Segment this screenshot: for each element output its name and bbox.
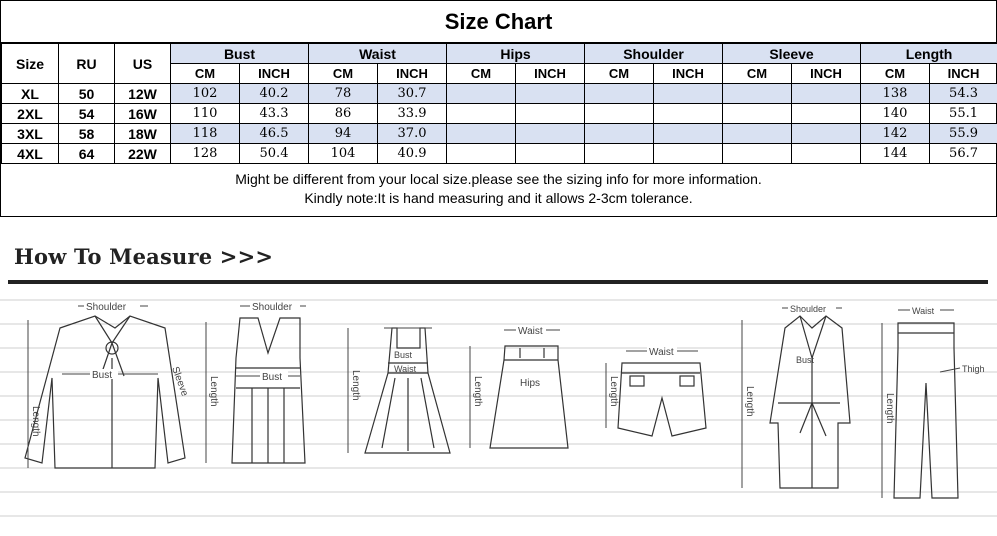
header-sleeve: Sleeve bbox=[723, 44, 861, 64]
waist-cm-cell: 78 bbox=[309, 84, 378, 104]
shoulder-cm-cell bbox=[585, 144, 654, 164]
bust-inch-cell: 50.4 bbox=[240, 144, 309, 164]
shoulder-inch-cell bbox=[654, 84, 723, 104]
length-cm-cell: 140 bbox=[861, 104, 930, 124]
blouse-length-label: Length bbox=[30, 406, 41, 437]
sleeve-inch-cell bbox=[792, 84, 861, 104]
length-inch-cell: 55.9 bbox=[930, 124, 997, 144]
shoulder-cm-cell bbox=[585, 84, 654, 104]
divider-line bbox=[8, 280, 988, 284]
hips-cm-cell bbox=[447, 84, 516, 104]
sleeve-cm-cell bbox=[723, 144, 792, 164]
blouse-bust-label: Bust bbox=[92, 370, 113, 381]
shorts-illustration bbox=[618, 363, 706, 436]
subheader-inch: INCH bbox=[516, 64, 585, 84]
shoulder-inch-cell bbox=[654, 104, 723, 124]
bust-inch-cell: 43.3 bbox=[240, 104, 309, 124]
length-cm-cell: 142 bbox=[861, 124, 930, 144]
blouse-illustration bbox=[25, 316, 185, 468]
size-chart-title: Size Chart bbox=[1, 1, 996, 43]
subheader-cm: CM bbox=[447, 64, 516, 84]
header-waist: Waist bbox=[309, 44, 447, 64]
ru-cell: 50 bbox=[59, 84, 115, 104]
subheader-inch: INCH bbox=[378, 64, 447, 84]
ru-cell: 64 bbox=[59, 144, 115, 164]
size-table-body bbox=[2, 84, 997, 164]
tank-length-label: Length bbox=[208, 376, 219, 407]
sleeve-inch-cell bbox=[792, 144, 861, 164]
shoulder-cm-cell bbox=[585, 124, 654, 144]
subheader-cm: CM bbox=[585, 64, 654, 84]
dress-illustration bbox=[365, 328, 450, 453]
sleeve-cm-cell bbox=[723, 124, 792, 144]
size-notes bbox=[1, 164, 996, 216]
hips-inch-cell bbox=[516, 124, 585, 144]
sleeve-cm-cell bbox=[723, 104, 792, 124]
bust-cm-cell: 110 bbox=[171, 104, 240, 124]
subheader-inch: INCH bbox=[930, 64, 997, 84]
header-size: Size bbox=[2, 44, 59, 84]
bust-cm-cell: 128 bbox=[171, 144, 240, 164]
size-table bbox=[1, 43, 997, 164]
table-row bbox=[2, 84, 997, 104]
note-line-1: Might be different from your local size.please see the sizing info for more information. bbox=[235, 171, 762, 187]
pants-length-label: Length bbox=[884, 393, 895, 424]
skirt-hips-label: Hips bbox=[520, 378, 541, 389]
waist-cm-cell: 94 bbox=[309, 124, 378, 144]
shorts-waist-label: Waist bbox=[649, 347, 674, 358]
subheader-cm: CM bbox=[861, 64, 930, 84]
subheader-inch: INCH bbox=[792, 64, 861, 84]
pants-thigh-label: Thigh bbox=[962, 364, 985, 374]
coat-shoulder-label: Shoulder bbox=[790, 304, 827, 314]
tank-shoulder-label: Shoulder bbox=[252, 302, 293, 313]
subheader-cm: CM bbox=[309, 64, 378, 84]
table-row bbox=[2, 144, 997, 164]
blouse-sleeve-label: Sleeve bbox=[169, 365, 190, 398]
shoulder-inch-cell bbox=[654, 144, 723, 164]
sleeve-inch-cell bbox=[792, 104, 861, 124]
size-cell: 2XL bbox=[2, 104, 59, 124]
pants-illustration bbox=[894, 323, 958, 498]
length-inch-cell: 54.3 bbox=[930, 84, 997, 104]
hips-cm-cell bbox=[447, 104, 516, 124]
coat-illustration bbox=[770, 316, 850, 488]
hips-inch-cell bbox=[516, 84, 585, 104]
size-cell: 3XL bbox=[2, 124, 59, 144]
bust-cm-cell: 118 bbox=[171, 124, 240, 144]
blouse-shoulder-label: Shoulder bbox=[86, 302, 127, 313]
hips-inch-cell bbox=[516, 144, 585, 164]
us-cell: 22W bbox=[115, 144, 171, 164]
subheader-cm: CM bbox=[723, 64, 792, 84]
skirt-length-label: Length bbox=[472, 376, 483, 407]
subheader-inch: INCH bbox=[654, 64, 723, 84]
size-chart-panel bbox=[0, 0, 997, 217]
hips-cm-cell bbox=[447, 144, 516, 164]
size-cell: XL bbox=[2, 84, 59, 104]
us-cell: 16W bbox=[115, 104, 171, 124]
how-to-measure-heading: How To Measure >>> bbox=[14, 244, 274, 269]
tank-top-illustration bbox=[232, 318, 305, 463]
length-cm-cell: 138 bbox=[861, 84, 930, 104]
bust-inch-cell: 40.2 bbox=[240, 84, 309, 104]
us-cell: 18W bbox=[115, 124, 171, 144]
coat-bust-label: Bust bbox=[796, 355, 815, 365]
grid-lines bbox=[0, 300, 997, 516]
us-cell: 12W bbox=[115, 84, 171, 104]
header-hips: Hips bbox=[447, 44, 585, 64]
length-inch-cell: 55.1 bbox=[930, 104, 997, 124]
waist-inch-cell: 40.9 bbox=[378, 144, 447, 164]
length-inch-cell: 56.7 bbox=[930, 144, 997, 164]
subheader-cm: CM bbox=[171, 64, 240, 84]
table-row bbox=[2, 104, 997, 124]
shorts-length-label: Length bbox=[608, 376, 619, 407]
header-shoulder: Shoulder bbox=[585, 44, 723, 64]
hips-inch-cell bbox=[516, 104, 585, 124]
note-line-2: Kindly note:It is hand measuring and it allows 2-3cm tolerance. bbox=[304, 190, 693, 206]
sleeve-cm-cell bbox=[723, 84, 792, 104]
coat-length-label: Length bbox=[744, 386, 755, 417]
shoulder-cm-cell bbox=[585, 104, 654, 124]
header-us: US bbox=[115, 44, 171, 84]
measure-illustrations bbox=[0, 288, 997, 536]
sleeve-inch-cell bbox=[792, 124, 861, 144]
ru-cell: 58 bbox=[59, 124, 115, 144]
header-length: Length bbox=[861, 44, 997, 64]
hips-cm-cell bbox=[447, 124, 516, 144]
length-cm-cell: 144 bbox=[861, 144, 930, 164]
pants-waist-label: Waist bbox=[912, 306, 935, 316]
waist-cm-cell: 86 bbox=[309, 104, 378, 124]
skirt-illustration bbox=[490, 346, 568, 448]
ru-cell: 54 bbox=[59, 104, 115, 124]
bust-inch-cell: 46.5 bbox=[240, 124, 309, 144]
dress-length-label: Length bbox=[350, 370, 361, 401]
dress-bust-label: Bust bbox=[394, 350, 413, 360]
dress-waist-label: Waist bbox=[394, 364, 417, 374]
bust-cm-cell: 102 bbox=[171, 84, 240, 104]
subheader-inch: INCH bbox=[240, 64, 309, 84]
size-cell: 4XL bbox=[2, 144, 59, 164]
waist-cm-cell: 104 bbox=[309, 144, 378, 164]
header-bust: Bust bbox=[171, 44, 309, 64]
header-ru: RU bbox=[59, 44, 115, 84]
waist-inch-cell: 33.9 bbox=[378, 104, 447, 124]
tank-bust-label: Bust bbox=[262, 372, 283, 383]
shoulder-inch-cell bbox=[654, 124, 723, 144]
waist-inch-cell: 30.7 bbox=[378, 84, 447, 104]
waist-inch-cell: 37.0 bbox=[378, 124, 447, 144]
table-row bbox=[2, 124, 997, 144]
skirt-waist-label: Waist bbox=[518, 326, 543, 337]
